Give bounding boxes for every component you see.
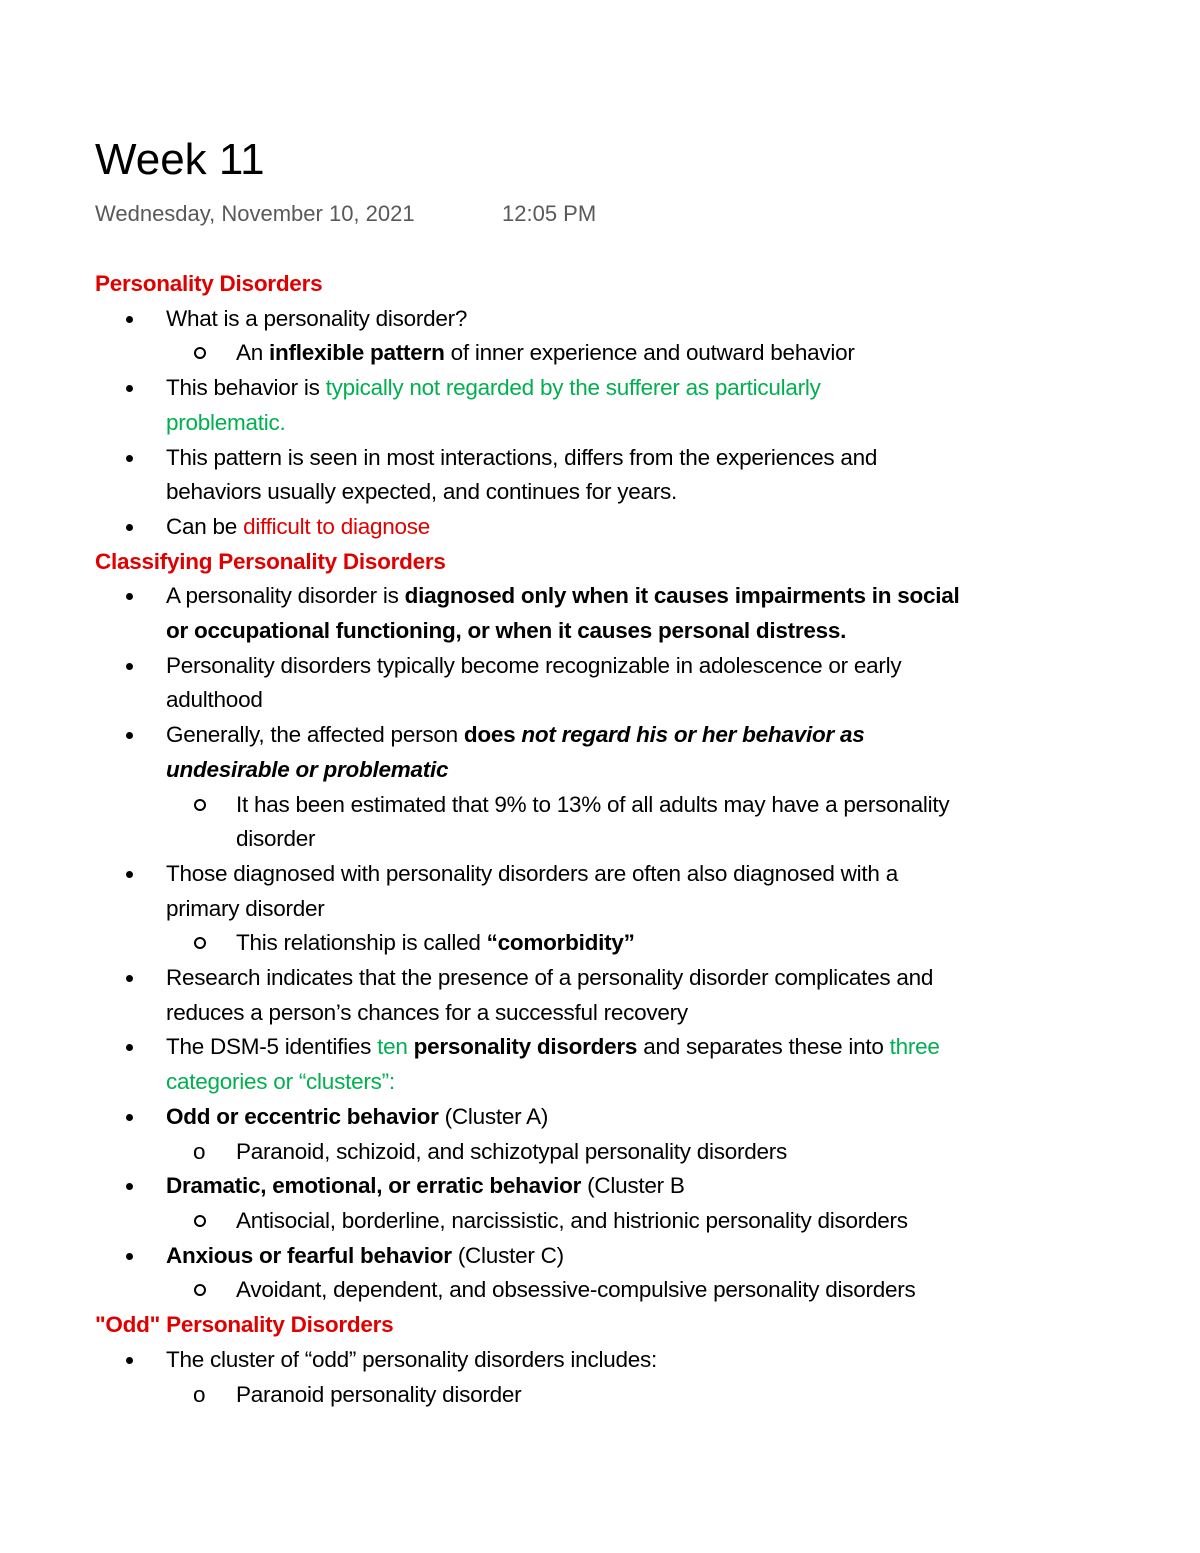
note-body xyxy=(0,267,1200,1412)
sub-list-item-continuation: disorder xyxy=(236,826,316,852)
hollow-bullet-icon xyxy=(194,347,206,359)
list-item: Dramatic, emotional, or erratic behavior (Cluster B xyxy=(0,1169,1200,1204)
note-date: Wednesday, November 10, 2021 xyxy=(95,201,415,226)
section-heading-classifying: Classifying Personality Disorders xyxy=(95,548,446,574)
sub-list-item: An inflexible pattern of inner experience and outward behavior xyxy=(0,336,1200,371)
bullet-icon xyxy=(126,455,133,462)
list-item: Personality disorders typically become recognizable in adolescence or early xyxy=(0,649,1200,684)
hollow-bullet-icon xyxy=(194,1215,206,1227)
bullet-icon xyxy=(126,1253,133,1260)
list-item: Those diagnosed with personality disorders are often also diagnosed with a xyxy=(0,857,1200,892)
list-item: This pattern is seen in most interactions, differs from the experiences and xyxy=(0,441,1200,476)
list-item: Odd or eccentric behavior (Cluster A) xyxy=(0,1100,1200,1135)
bullet-icon xyxy=(126,1357,133,1364)
list-item: Research indicates that the presence of a personality disorder complicates and xyxy=(0,961,1200,996)
list-item: Anxious or fearful behavior (Cluster C) xyxy=(0,1239,1200,1274)
bullet-icon xyxy=(126,593,133,600)
list-item: What is a personality disorder? xyxy=(0,302,1200,337)
list-item-continuation: behaviors usually expected, and continues for years. xyxy=(166,479,678,505)
bullet-icon xyxy=(126,871,133,878)
sub-list-item: Avoidant, dependent, and obsessive-compulsive personality disorders xyxy=(0,1273,1200,1308)
list-item: This behavior is typically not regarded by the sufferer as particularly xyxy=(0,371,1200,406)
bullet-icon xyxy=(126,663,133,670)
sub-list-item: This relationship is called “comorbidity” xyxy=(0,926,1200,961)
sub-list-item: Antisocial, borderline, narcissistic, and histrionic personality disorders xyxy=(0,1204,1200,1239)
list-item: A personality disorder is diagnosed only when it causes impairments in social xyxy=(0,579,1200,614)
bullet-icon xyxy=(126,1044,133,1051)
bullet-icon xyxy=(126,1183,133,1190)
list-item: The DSM-5 identifies ten personality disorders and separates these into three xyxy=(0,1030,1200,1065)
sub-list-item: o Paranoid personality disorder xyxy=(0,1378,1200,1413)
sub-list-item: It has been estimated that 9% to 13% of all adults may have a personality xyxy=(0,788,1200,823)
page-title: Week 11 xyxy=(95,135,265,184)
list-item-continuation: problematic. xyxy=(166,409,286,435)
bullet-icon xyxy=(126,1114,133,1121)
letter-o-bullet-icon: o xyxy=(193,1381,206,1407)
list-item: Can be difficult to diagnose xyxy=(0,510,1200,545)
section-heading-odd: "Odd" Personality Disorders xyxy=(95,1312,394,1338)
list-item-continuation: or occupational functioning, or when it causes personal distress. xyxy=(166,618,847,644)
letter-o-bullet-icon: o xyxy=(193,1138,206,1164)
bullet-icon xyxy=(126,316,133,323)
hollow-bullet-icon xyxy=(194,799,206,811)
note-time: 12:05 PM xyxy=(502,201,597,226)
list-item: Generally, the affected person does not regard his or her behavior as xyxy=(0,718,1200,753)
hollow-bullet-icon xyxy=(194,1284,206,1296)
list-item: The cluster of “odd” personality disorders includes: xyxy=(0,1343,1200,1378)
list-item-continuation: adulthood xyxy=(166,687,263,713)
bullet-icon xyxy=(126,385,133,392)
list-item-continuation: categories or “clusters”: xyxy=(166,1069,395,1095)
list-item-continuation: primary disorder xyxy=(166,895,325,921)
sub-list-item: o Paranoid, schizoid, and schizotypal personality disorders xyxy=(0,1135,1200,1170)
bullet-icon xyxy=(126,524,133,531)
bullet-icon xyxy=(126,975,133,982)
list-item-continuation: reduces a person’s chances for a successful recovery xyxy=(166,999,688,1025)
hollow-bullet-icon xyxy=(194,937,206,949)
section-heading-personality-disorders: Personality Disorders xyxy=(95,271,323,296)
list-item-continuation: undesirable or problematic xyxy=(166,756,449,782)
bullet-icon xyxy=(126,732,133,739)
